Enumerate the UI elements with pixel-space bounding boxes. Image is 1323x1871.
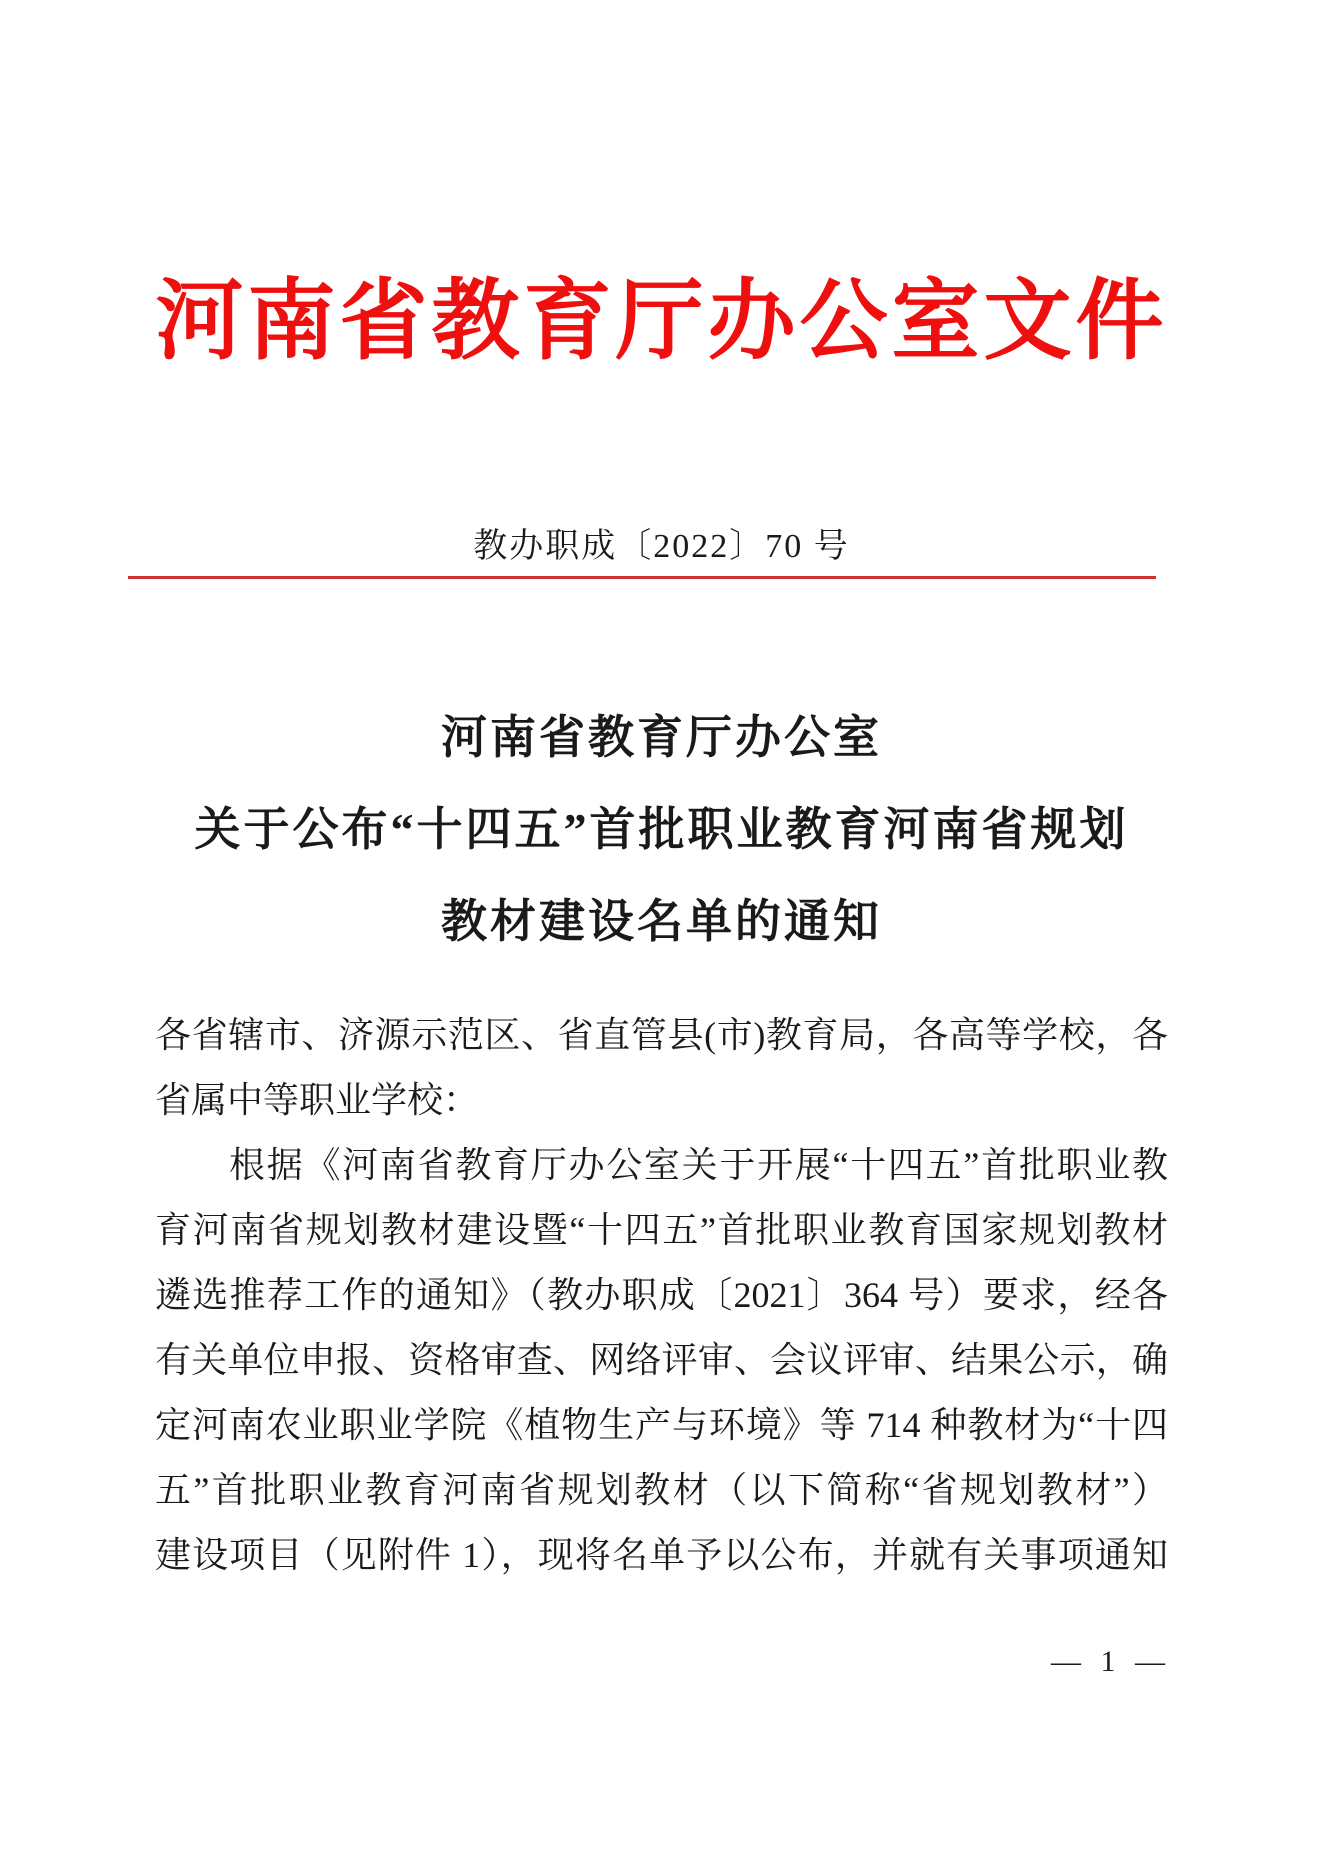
document-number: 教办职成〔2022〕70 号	[473, 528, 850, 565]
salutation-line: 省属中等职业学校：	[155, 1080, 480, 1120]
title-line-3: 教材建设名单的通知	[441, 896, 882, 947]
title-line-1: 河南省教育厅办公室	[441, 712, 882, 763]
body-line: 育河南省规划教材建设暨“十四五”首批职业教育国家规划教材	[155, 1210, 1168, 1250]
body-line: 有关单位申报、资格审查、网络评审、会议评审、结果公示，确	[155, 1340, 1168, 1380]
title-line-2: 关于公布“十四五”首批职业教育河南省规划	[194, 804, 1129, 855]
body-line: 遴选推荐工作的通知》（教办职成〔2021〕364 号）要求，经各	[155, 1275, 1168, 1315]
body-line: 五”首批职业教育河南省规划教材（以下简称“省规划教材”）	[155, 1470, 1168, 1510]
body-line: 定河南农业职业学院《植物生产与环境》等 714 种教材为“十四	[155, 1405, 1168, 1445]
red-divider-rule	[128, 576, 1156, 579]
body-line: 建设项目（见附件 1），现将名单予以公布，并就有关事项通知	[155, 1535, 1168, 1575]
body-line: 根据《河南省教育厅办公室关于开展“十四五”首批职业教	[229, 1145, 1168, 1185]
document-title	[0, 692, 1323, 968]
red-header-banner: 河南省教育厅办公室文件	[155, 274, 1168, 371]
page-number: — 1 —	[1051, 1645, 1171, 1678]
salutation-line: 各省辖市、济源示范区、省直管县(市)教育局，各高等学校，各	[155, 1015, 1168, 1055]
document-body	[155, 1003, 1168, 1588]
